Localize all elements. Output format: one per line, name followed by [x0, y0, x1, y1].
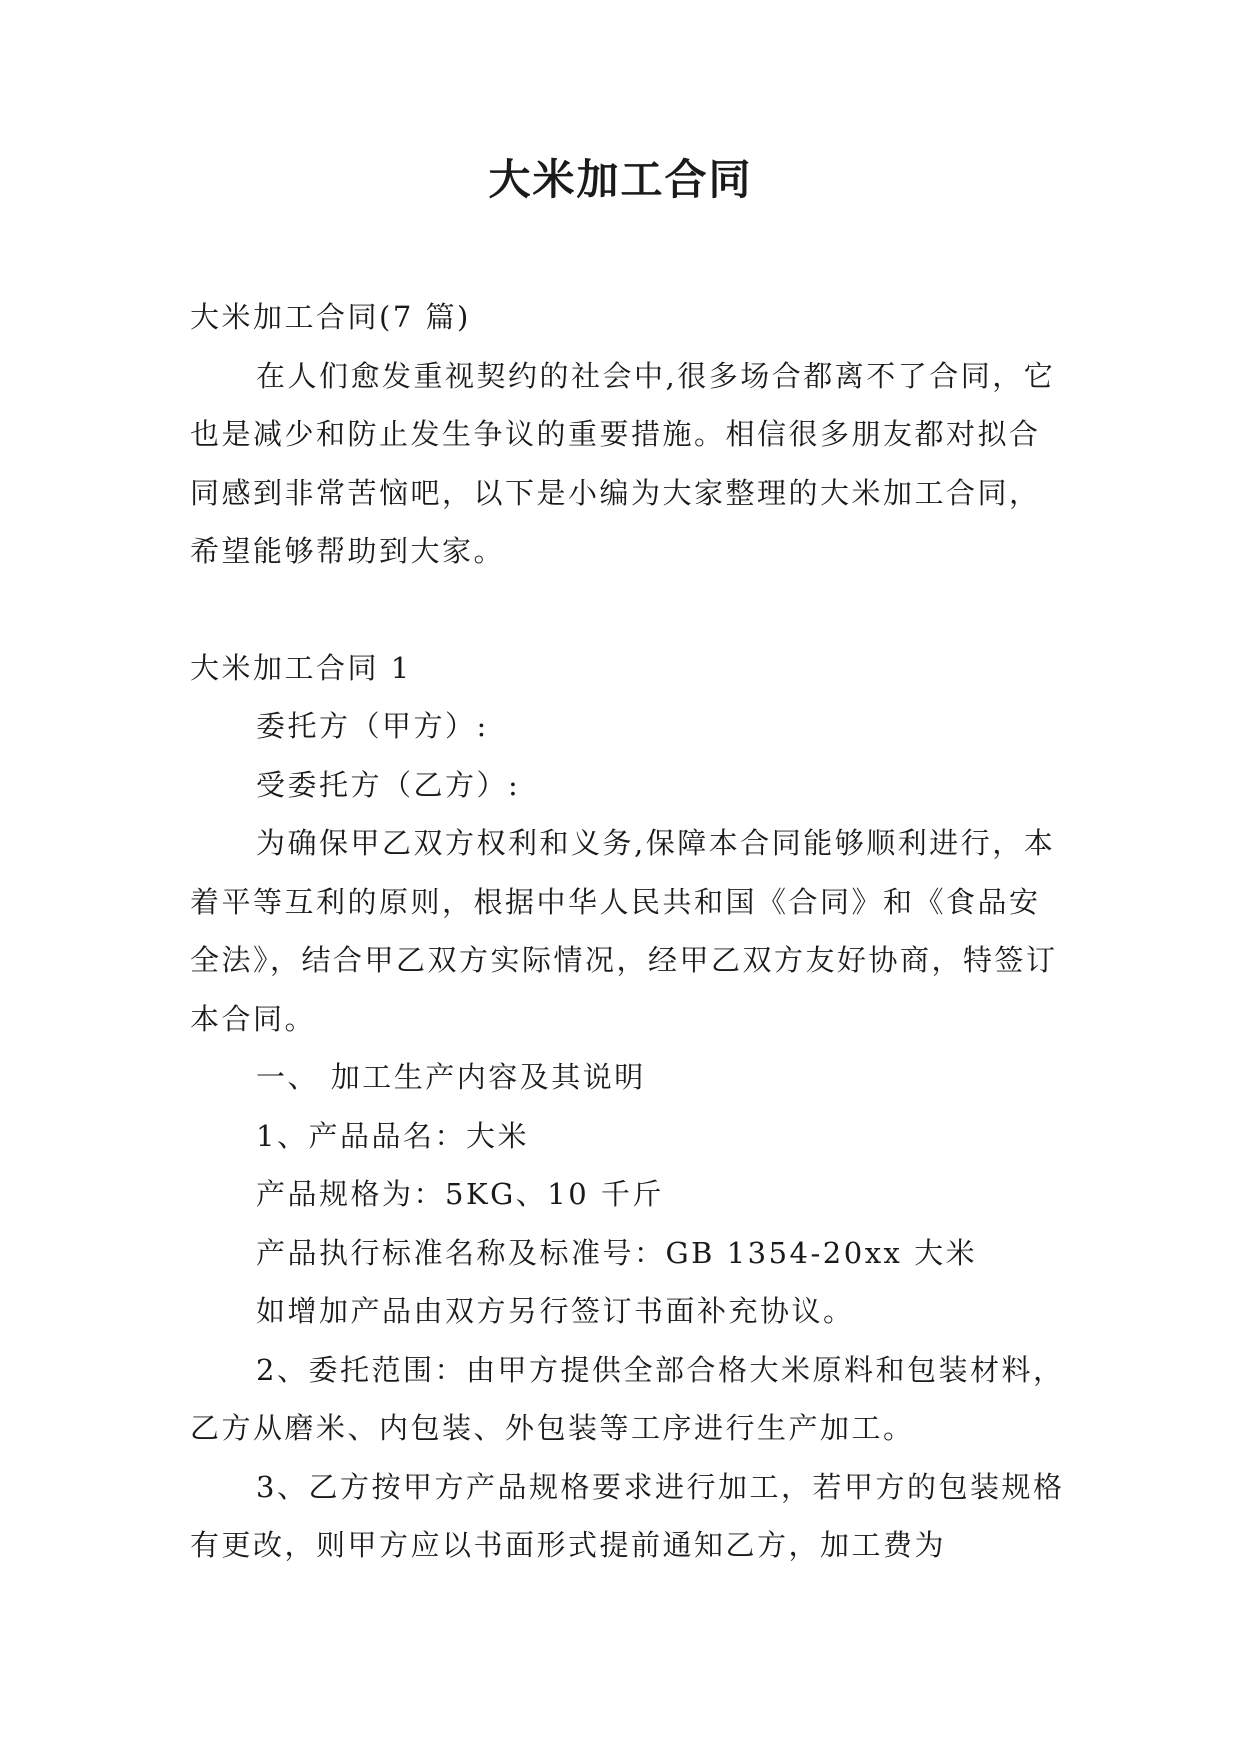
document-subtitle: 大米加工合同(7 篇)	[190, 300, 471, 334]
product-supplement-line: 如增加产品由双方另行签订书面补充协议。	[256, 1294, 855, 1328]
processing-paragraph: 3、乙方按甲方产品规格要求进行加工，若甲方的包装规格有更改，则甲方应以书面形式提前通知乙方，加工费为	[190, 1469, 1065, 1562]
party-b-line: 受委托方（乙方）:	[256, 767, 521, 802]
intro-paragraph: 在人们愈发重视契约的社会中,很多场合都离不了合同，它也是减少和防止发生争议的重要措施。相信很多朋友都对拟合同感到非常苦恼吧，以下是小编为大家整理的大米加工合同，希望能够帮助到大家。	[190, 358, 1056, 568]
document-body	[190, 288, 1066, 1575]
paragraph-gap	[190, 581, 1066, 639]
clause-heading: 一、 加工生产内容及其说明	[256, 1060, 646, 1094]
preamble-paragraph: 为确保甲乙双方权利和义务,保障本合同能够顺利进行，本着平等互利的原则，根据中华人民共和国《合同》和《食品安全法》，结合甲乙双方实际情况，经甲乙双方友好协商，特签订本合同。	[190, 826, 1058, 1036]
product-spec-line: 产品规格为：5KG、10 千斤	[256, 1177, 664, 1211]
product-standard-line: 产品执行标准名称及标准号：GB 1354-20xx 大米	[256, 1235, 978, 1270]
scope-paragraph: 2、委托范围：由甲方提供全部合格大米原料和包装材料，乙方从磨米、内包装、外包装等工序进行生产加工。	[190, 1352, 1065, 1445]
product-name-line: 1、产品品名：大米	[256, 1118, 529, 1153]
section-heading: 大米加工合同 1	[190, 650, 412, 685]
document-title: 大米加工合同	[488, 155, 753, 204]
party-a-line: 委托方（甲方）:	[256, 709, 489, 743]
